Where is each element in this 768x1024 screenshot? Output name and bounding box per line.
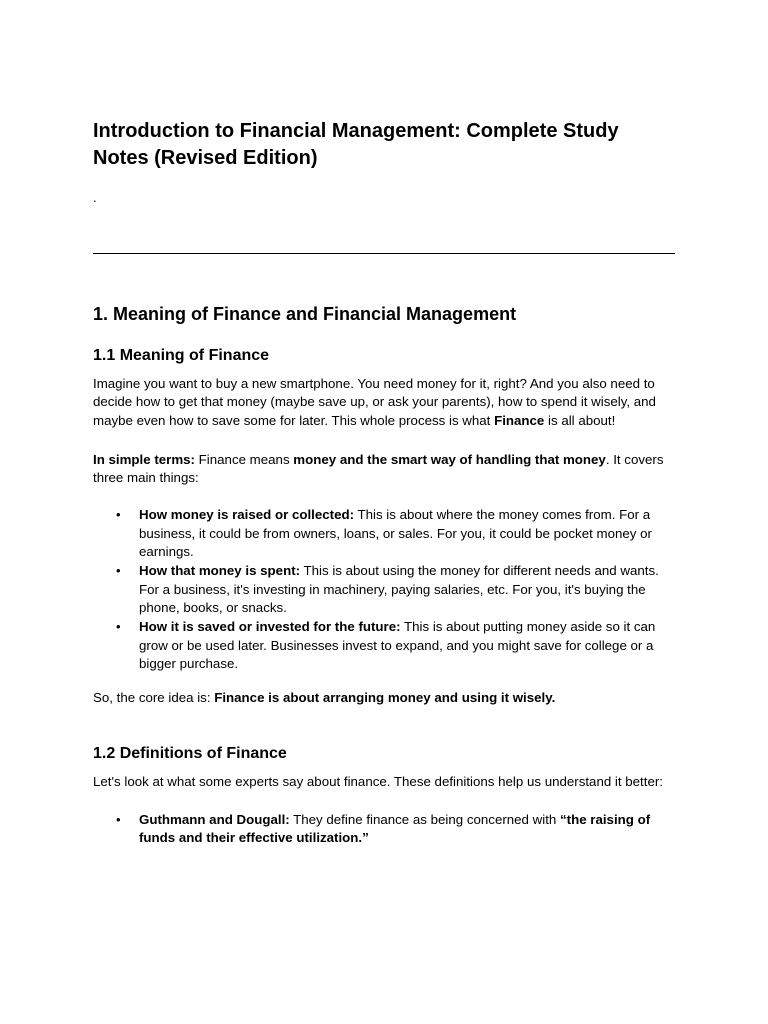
intro-bold: Finance: [494, 412, 545, 428]
horizontal-rule: [93, 253, 675, 254]
simple-terms-bold: money and the smart way of handling that money: [293, 451, 606, 467]
subsection-heading-definitions: 1.2 Definitions of Finance: [93, 745, 287, 763]
bullet-icon: •: [116, 811, 121, 827]
definitions-intro-paragraph: Let's look at what some experts say about finance. These definitions help us understand it better:: [93, 774, 663, 790]
definitions-list: [93, 811, 675, 848]
list-item-lead: How that money is spent:: [139, 563, 301, 579]
section-heading: 1. Meaning of Finance and Financial Management: [93, 304, 517, 324]
subsection-heading-meaning: 1.1 Meaning of Finance: [93, 347, 270, 364]
list-item-lead: How money is raised or collected:: [139, 507, 355, 523]
list-item-text: This is about putting money aside so it can grow or be used later. Businesses invest to expand, and you might save for college or a bigger purchase.: [139, 619, 656, 671]
list-item: [93, 811, 675, 848]
simple-terms-lead: In simple terms:: [93, 451, 195, 467]
list-item: [93, 506, 675, 561]
document-title: Introduction to Financial Management: Complete Study Notes (Revised Edition): [93, 120, 619, 169]
simple-terms-paragraph: [93, 451, 675, 488]
simple-terms-text: Finance means: [194, 451, 294, 467]
intro-text: Imagine you want to buy a new smartphone. You need money for it, right? And you also need to decide how to get that money (maybe save up, or ask your parents), how to spend it wisely, and maybe even how to save some for later. This whole process is what: [93, 376, 656, 428]
finance-aspects-list: [93, 506, 675, 673]
core-idea-paragraph: [93, 689, 675, 707]
intro-tail: is all about!: [544, 412, 616, 428]
bullet-icon: •: [116, 563, 121, 579]
list-item-lead: Guthmann and Dougall:: [139, 811, 290, 827]
document-page: [93, 118, 675, 848]
list-item-bold: “the raising of funds and their effective utilization.”: [139, 811, 651, 846]
list-item-text: They define finance as being concerned with: [289, 811, 560, 827]
intro-paragraph: [93, 375, 675, 430]
placeholder-dot: .: [93, 190, 97, 205]
bullet-icon: •: [116, 619, 121, 635]
bullet-icon: •: [116, 507, 121, 523]
simple-terms-tail: . It covers three main things:: [93, 451, 664, 486]
list-item: [93, 618, 675, 673]
list-item-text: This is about using the money for different needs and wants. For a business, it's investing in machinery, paying salaries, etc. For you, it's buying the phone, books, or snacks.: [139, 563, 659, 615]
core-idea-bold: Finance is about arranging money and using it wisely.: [214, 690, 556, 706]
list-item: [93, 562, 675, 617]
core-idea-text: So, the core idea is:: [93, 690, 215, 706]
list-item-lead: How it is saved or invested for the future:: [139, 619, 401, 635]
list-item-text: This is about where the money comes from. For a business, it could be from owners, loans, or sales. For you, it could be pocket money or earnings.: [139, 507, 652, 560]
